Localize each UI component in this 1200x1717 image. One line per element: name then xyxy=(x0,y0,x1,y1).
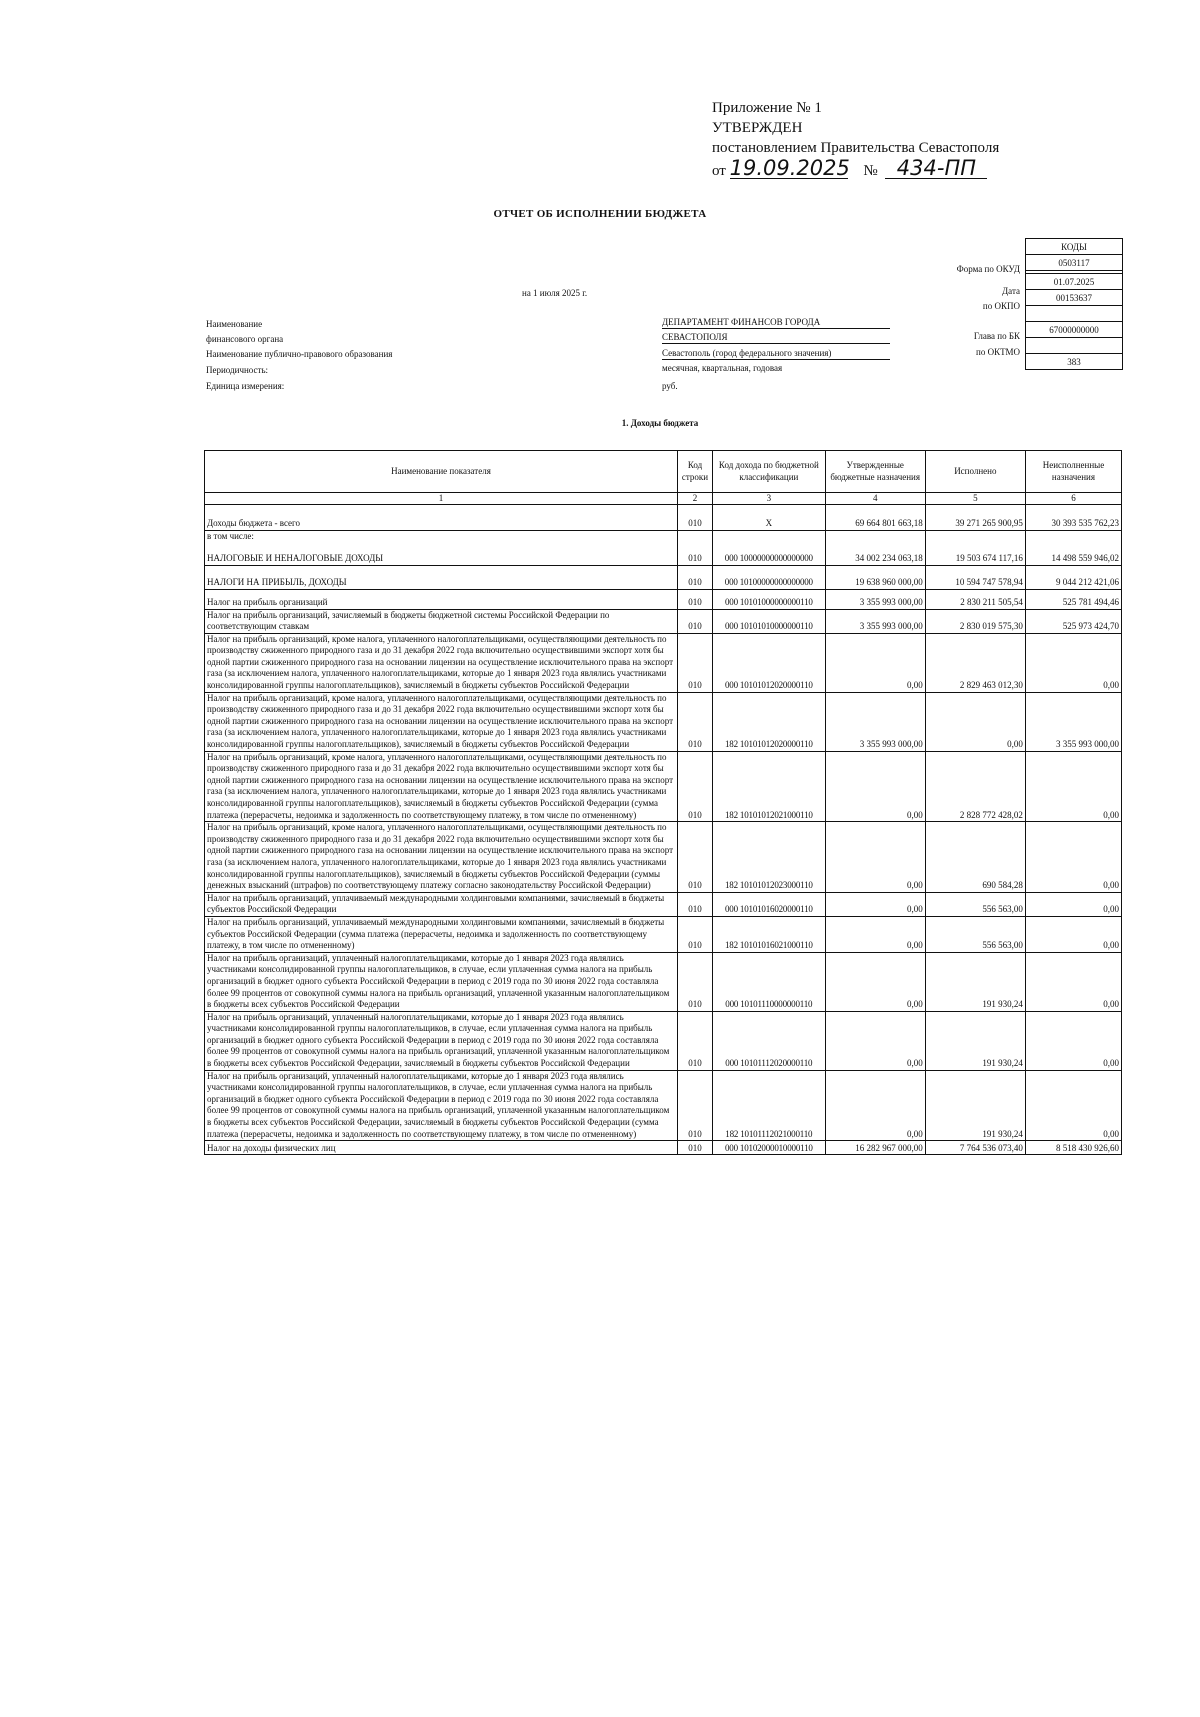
row-approved: 69 664 801 663,18 xyxy=(825,505,925,531)
approval-block xyxy=(712,98,999,181)
row-approved: 0,00 xyxy=(825,751,925,822)
row-line-code: 010 xyxy=(677,565,712,589)
row-income-code: 000 10101110000000110 xyxy=(713,952,826,1011)
row-name: Налог на прибыль организаций xyxy=(205,589,678,609)
row-executed: 2 828 772 428,02 xyxy=(925,751,1025,822)
row-name: Налог на прибыль организаций, уплачиваемый международными холдинговыми компаниями, зачисляемый в бюджеты субъектов Российской Федерации xyxy=(205,892,678,916)
row-executed: 2 830 019 575,30 xyxy=(925,609,1025,633)
row-name: Налог на прибыль организаций, кроме налога, уплаченного налогоплательщиками, осуществляющими деятельность по производству сжиженного природного газа и до 31 декабря 2022 года включительно осуществившими экспорт хотя бы одной партии сжиженного природного газа на основании лицензии на осуществление исключительного права на экспорт газа (за исключением налога, уплаченного налогоплательщиками, которые до 1 января 2023 года являлись участниками консолидированной группы налогоплательщиков), зачисляемый в бюджеты субъектов Российской Федерации xyxy=(205,692,678,751)
row-approved: 0,00 xyxy=(825,822,925,893)
row-executed: 191 930,24 xyxy=(925,1011,1025,1070)
handwritten-number: 434-ПП xyxy=(885,158,987,179)
okud-label: Форма по ОКУД xyxy=(956,264,1020,274)
header-line-code: Код строки xyxy=(677,451,712,493)
report-date: на 1 июля 2025 г. xyxy=(522,288,588,298)
income-table xyxy=(204,450,1122,1155)
row-unexecuted: 0,00 xyxy=(1025,633,1121,692)
row-line-code: 010 xyxy=(677,505,712,531)
row-income-code: X xyxy=(713,505,826,531)
row-income-code: 182 10101012023000110 xyxy=(713,822,826,893)
row-executed: 10 594 747 578,94 xyxy=(925,565,1025,589)
resolution-ref xyxy=(712,158,999,181)
unit-label: Единица измерения: xyxy=(206,381,285,391)
row-income-code: 000 10102000010000110 xyxy=(713,1141,826,1155)
row-approved: 0,00 xyxy=(825,952,925,1011)
row-income-code: 000 10101012020000110 xyxy=(713,633,826,692)
okud-code: 0503117 xyxy=(1026,255,1123,271)
row-line-code: 010 xyxy=(677,1011,712,1070)
row-line-code: 010 xyxy=(677,952,712,1011)
number-sign: № xyxy=(863,163,878,179)
row-line-code: 010 xyxy=(677,822,712,893)
row-line-code: 010 xyxy=(677,692,712,751)
row-unexecuted: 0,00 xyxy=(1025,751,1121,822)
unit-value: руб. xyxy=(662,381,678,391)
row-name: НАЛОГИ НА ПРИБЫЛЬ, ДОХОДЫ xyxy=(205,565,678,589)
appendix-label: Приложение № 1 xyxy=(712,100,822,116)
row-income-code: 000 10101016020000110 xyxy=(713,892,826,916)
approved-label: УТВЕРЖДЕН xyxy=(712,120,803,136)
row-executed: 2 829 463 012,30 xyxy=(925,633,1025,692)
row-income-code: 182 10101016021000110 xyxy=(713,916,826,952)
row-approved: 3 355 993 000,00 xyxy=(825,589,925,609)
resolution-label: постановлением Правительства Севастополя xyxy=(712,140,1000,156)
col-number: 2 xyxy=(677,493,712,505)
row-executed: 2 830 211 505,54 xyxy=(925,589,1025,609)
table-row xyxy=(205,531,1122,542)
codes-box xyxy=(1025,238,1123,370)
header-executed: Исполнено xyxy=(925,451,1025,493)
table-row xyxy=(205,822,1122,893)
table-row xyxy=(205,505,1122,531)
table-row xyxy=(205,916,1122,952)
row-unexecuted: 0,00 xyxy=(1025,952,1121,1011)
table-row xyxy=(205,952,1122,1011)
row-unexecuted: 0,00 xyxy=(1025,1011,1121,1070)
section-title: 1. Доходы бюджета xyxy=(621,418,699,428)
row-executed: 191 930,24 xyxy=(925,952,1025,1011)
row-unexecuted: 0,00 xyxy=(1025,916,1121,952)
row-line-code: 010 xyxy=(677,892,712,916)
row-name: Доходы бюджета - всего xyxy=(205,505,678,531)
row-approved: 0,00 xyxy=(825,633,925,692)
row-executed: 7 764 536 073,40 xyxy=(925,1141,1025,1155)
entity-label: Наименование публично-правового образования xyxy=(206,349,393,359)
row-executed: 191 930,24 xyxy=(925,1070,1025,1141)
table-row xyxy=(205,541,1122,565)
oktmo-code: 67000000000 xyxy=(1026,322,1123,338)
okpo-label: по ОКПО xyxy=(982,301,1020,311)
row-executed xyxy=(925,531,1025,542)
row-income-code: 000 10100000000000000 xyxy=(713,565,826,589)
fin-org-label-2: финансового органа xyxy=(206,334,284,344)
row-name: Налог на прибыль организаций, уплаченный налогоплательщиками, которые до 1 января 2023 года являлись участниками консолидированной группы налогоплательщиков, в случае, если уплаченная сумма налога на прибыль организаций в бюджет одного субъекта Российской Федерации в период с 2019 года по 30 июня 2022 года составляла более 99 процентов от совокупной суммы налога на прибыль организаций, уплаченной указанным налогоплательщиком в бюджеты всех субъектов Российской Федерации, зачисляемый в бюджеты субъектов Российской Федерации (сумма платежа (перерасчеты, недоимка и задолженность по соответствующему платежу, в том числе по отмененному) xyxy=(205,1070,678,1141)
row-unexecuted: 525 973 424,70 xyxy=(1025,609,1121,633)
bk-label: Глава по БК xyxy=(973,331,1020,341)
row-income-code: 182 10101012021000110 xyxy=(713,751,826,822)
row-approved: 0,00 xyxy=(825,916,925,952)
row-unexecuted: 3 355 993 000,00 xyxy=(1025,692,1121,751)
row-name: Налог на прибыль организаций, уплаченный налогоплательщиками, которые до 1 января 2023 года являлись участниками консолидированной группы налогоплательщиков, в случае, если уплаченная сумма налога на прибыль организаций в бюджет одного субъекта Российской Федерации в период с 2019 года по 30 июня 2022 года составляла более 99 процентов от совокупной суммы налога на прибыль организаций, уплаченной указанным налогоплательщиком в бюджеты всех субъектов Российской Федерации xyxy=(205,952,678,1011)
header-unexecuted: Неисполненные назначения xyxy=(1025,451,1121,493)
row-income-code: 000 10000000000000000 xyxy=(713,541,826,565)
table-row xyxy=(205,1141,1122,1155)
periodicity-label: Периодичность: xyxy=(206,365,269,375)
row-approved: 16 282 967 000,00 xyxy=(825,1141,925,1155)
row-name: в том числе: xyxy=(205,531,678,542)
row-unexecuted: 9 044 212 421,06 xyxy=(1025,565,1121,589)
row-income-code: 000 10101112020000110 xyxy=(713,1011,826,1070)
from-label: от xyxy=(712,163,726,179)
col-number: 5 xyxy=(925,493,1025,505)
row-unexecuted: 8 518 430 926,60 xyxy=(1025,1141,1121,1155)
row-unexecuted: 30 393 535 762,23 xyxy=(1025,505,1121,531)
okpo-code: 00153637 xyxy=(1026,290,1123,306)
codes-header: КОДЫ xyxy=(1026,239,1123,255)
row-income-code xyxy=(713,531,826,542)
row-approved: 3 355 993 000,00 xyxy=(825,609,925,633)
row-unexecuted: 525 781 494,46 xyxy=(1025,589,1121,609)
fin-org-name-1: ДЕПАРТАМЕНТ ФИНАНСОВ ГОРОДА xyxy=(662,316,890,329)
row-name: НАЛОГОВЫЕ И НЕНАЛОГОВЫЕ ДОХОДЫ xyxy=(205,541,678,565)
report-date-code: 01.07.2025 xyxy=(1026,274,1123,290)
row-income-code: 182 10101112021000110 xyxy=(713,1070,826,1141)
unit-code: 383 xyxy=(1026,354,1123,370)
bk-code xyxy=(1026,306,1123,322)
table-row xyxy=(205,692,1122,751)
col-number: 3 xyxy=(713,493,826,505)
fin-org-label-1: Наименование xyxy=(206,319,263,329)
row-unexecuted xyxy=(1025,531,1121,542)
row-executed: 556 563,00 xyxy=(925,916,1025,952)
row-name: Налог на прибыль организаций, зачисляемый в бюджеты бюджетной системы Российской Федерации по соответствующим ставкам xyxy=(205,609,678,633)
table-row xyxy=(205,892,1122,916)
row-name: Налог на прибыль организаций, кроме налога, уплаченного налогоплательщиками, осуществляющими деятельность по производству сжиженного природного газа и до 31 декабря 2022 года включительно осуществившими экспорт хотя бы одной партии сжиженного природного газа на основании лицензии на осуществление исключительного права на экспорт газа (за исключением налога, уплаченного налогоплательщиками, которые до 1 января 2023 года являлись участниками консолидированной группы налогоплательщиков), зачисляемый в бюджеты субъектов Российской Федерации (суммы денежных взысканий (штрафов) по соответствующему платежу согласно законодательству Российской Федерации) xyxy=(205,822,678,893)
entity-name: Севастополь (город федерального значения) xyxy=(662,347,890,360)
row-line-code: 010 xyxy=(677,751,712,822)
header-income-code: Код дохода по бюджетной классификации xyxy=(713,451,826,493)
table-row xyxy=(205,633,1122,692)
handwritten-date: 19.09.2025 xyxy=(729,156,850,180)
row-unexecuted: 0,00 xyxy=(1025,822,1121,893)
row-approved xyxy=(825,531,925,542)
col-number: 6 xyxy=(1025,493,1121,505)
row-approved: 0,00 xyxy=(825,1011,925,1070)
row-approved: 0,00 xyxy=(825,892,925,916)
table-row xyxy=(205,565,1122,589)
report-title: ОТЧЕТ ОБ ИСПОЛНЕНИИ БЮДЖЕТА xyxy=(493,208,707,220)
row-name: Налог на прибыль организаций, уплаченный налогоплательщиками, которые до 1 января 2023 года являлись участниками консолидированной группы налогоплательщиков, в случае, если уплаченная сумма налога на прибыль организаций в бюджет одного субъекта Российской Федерации в период с 2019 года по 30 июня 2022 года составляла более 99 процентов от совокупной суммы налога на прибыль организаций, уплаченной указанным налогоплательщиком в бюджеты всех субъектов Российской Федерации, зачисляемый в бюджеты субъектов Российской Федерации xyxy=(205,1011,678,1070)
table-row xyxy=(205,751,1122,822)
row-executed: 19 503 674 117,16 xyxy=(925,541,1025,565)
row-unexecuted: 14 498 559 946,02 xyxy=(1025,541,1121,565)
row-line-code: 010 xyxy=(677,1070,712,1141)
row-name: Налог на прибыль организаций, кроме налога, уплаченного налогоплательщиками, осуществляющими деятельность по производству сжиженного природного газа и до 31 декабря 2022 года включительно осуществившими экспорт хотя бы одной партии сжиженного природного газа на основании лицензии на осуществление исключительного права на экспорт газа (за исключением налога, уплаченного налогоплательщиками, которые до 1 января 2023 года являлись участниками консолидированной группы налогоплательщиков), зачисляемый в бюджеты субъектов Российской Федерации xyxy=(205,633,678,692)
row-line-code: 010 xyxy=(677,541,712,565)
row-approved: 19 638 960 000,00 xyxy=(825,565,925,589)
header-name: Наименование показателя xyxy=(205,451,678,493)
row-unexecuted: 0,00 xyxy=(1025,1070,1121,1141)
col-number: 4 xyxy=(825,493,925,505)
row-line-code: 010 xyxy=(677,916,712,952)
row-executed: 39 271 265 900,95 xyxy=(925,505,1025,531)
row-income-code: 000 10101010000000110 xyxy=(713,609,826,633)
row-line-code: 010 xyxy=(677,1141,712,1155)
row-name: Налог на доходы физических лиц xyxy=(205,1141,678,1155)
table-row xyxy=(205,609,1122,633)
oktmo-label: по ОКТМО xyxy=(976,347,1020,357)
row-executed: 556 563,00 xyxy=(925,892,1025,916)
row-approved: 34 002 234 063,18 xyxy=(825,541,925,565)
row-executed: 0,00 xyxy=(925,692,1025,751)
table-row xyxy=(205,589,1122,609)
header-approved: Утвержденные бюджетные назначения xyxy=(825,451,925,493)
row-approved: 3 355 993 000,00 xyxy=(825,692,925,751)
row-name: Налог на прибыль организаций, уплачиваемый международными холдинговыми компаниями, зачисляемый в бюджеты субъектов Российской Федерации (сумма платежа (перерасчеты, недоимка и задолженность по соответствующему платежу, в том числе по отмененному) xyxy=(205,916,678,952)
date-label: Дата xyxy=(1002,286,1020,296)
row-line-code: 010 xyxy=(677,589,712,609)
row-executed: 690 584,28 xyxy=(925,822,1025,893)
periodicity-code xyxy=(1026,338,1123,354)
row-line-code: 010 xyxy=(677,609,712,633)
row-name: Налог на прибыль организаций, кроме налога, уплаченного налогоплательщиками, осуществляющими деятельность по производству сжиженного природного газа и до 31 декабря 2022 года включительно осуществившими экспорт хотя бы одной партии сжиженного природного газа на основании лицензии на осуществление исключительного права на экспорт газа (за исключением налога, уплаченного налогоплательщиками, которые до 1 января 2023 года являлись участниками консолидированной группы налогоплательщиков), зачисляемый в бюджеты субъектов Российской Федерации (сумма платежа (перерасчеты, недоимка и задолженность по соответствующему платежу, в том числе по отмененному) xyxy=(205,751,678,822)
row-line-code: 010 xyxy=(677,633,712,692)
table-row xyxy=(205,1070,1122,1141)
row-line-code xyxy=(677,531,712,542)
row-unexecuted: 0,00 xyxy=(1025,892,1121,916)
row-approved: 0,00 xyxy=(825,1070,925,1141)
table-row xyxy=(205,1011,1122,1070)
periodicity-value: месячная, квартальная, годовая xyxy=(662,363,783,373)
row-income-code: 182 10101012020000110 xyxy=(713,692,826,751)
fin-org-name-2: СЕВАСТОПОЛЯ xyxy=(662,331,890,344)
table-body xyxy=(205,505,1122,1155)
row-income-code: 000 10101000000000110 xyxy=(713,589,826,609)
col-number: 1 xyxy=(205,493,678,505)
